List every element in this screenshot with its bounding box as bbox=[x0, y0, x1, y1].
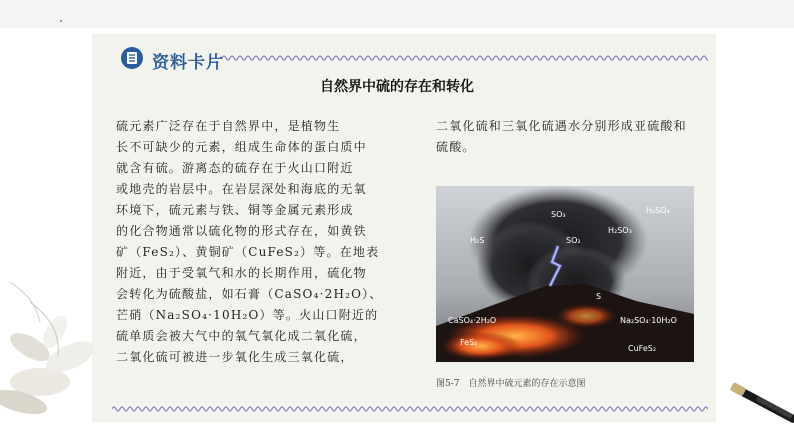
label-na2so4: Na₂SO₄·10H₂O bbox=[620, 316, 677, 325]
lotus-decoration bbox=[0, 262, 118, 447]
label-h2s: H₂S bbox=[470, 236, 485, 245]
header-title: 资料卡片 bbox=[152, 53, 224, 73]
label-cufes2: CuFeS₂ bbox=[628, 344, 657, 353]
label-s: S bbox=[596, 292, 602, 301]
top-band bbox=[0, 0, 794, 28]
label-fes2: FeS₂ bbox=[460, 338, 478, 347]
figure-caption: 图5-7 自然界中硫元素的存在示意图 bbox=[436, 379, 586, 389]
article-body-right: 二氧化硫和三氧化硫遇水分别形成亚硫酸和 硫酸。 bbox=[436, 119, 687, 154]
volcano-figure bbox=[436, 186, 694, 362]
article-body-left: 硫元素广泛存在于自然界中，是植物生 长不可缺少的元素，组成生命体的蛋白质中 就含有硫。游离态的硫存在于火山口附近 或地壳的岩层中。在岩层深处和海底的无氧 环境下，硫元素与铁、铜等金属元素形成 的化合物通常以硫化物的形式存在，如黄铁 矿（FeS₂）、黄铜矿（CuFeS₂）等。在地表 附近，由于受氧气和水的长期作用，硫化物 会转化为硫酸盐，如石膏（CaSO₄·2H₂O）、 芒硝（Na₂SO₄·10H₂O）等。火山口附近的 硫单质会被大气中的氧气氧化成二氧化硫， 二氧化硫可被进一步氧化生成三氧化硫， bbox=[116, 119, 383, 364]
label-caso4: CaSO₄·2H₂O bbox=[448, 316, 497, 325]
label-so2: SO₂ bbox=[566, 236, 581, 245]
brush-decoration bbox=[728, 370, 794, 430]
book-icon bbox=[120, 46, 144, 70]
label-h2so4: H₂SO₄ bbox=[646, 206, 670, 215]
article-title: 自然界中硫的存在和转化 bbox=[320, 79, 474, 95]
dot-mark bbox=[60, 20, 62, 22]
wavy-divider-top bbox=[222, 54, 708, 62]
label-so3: SO₃ bbox=[551, 210, 566, 219]
label-h2so3: H₂SO₃ bbox=[608, 226, 632, 235]
wavy-divider-bottom bbox=[112, 405, 708, 413]
